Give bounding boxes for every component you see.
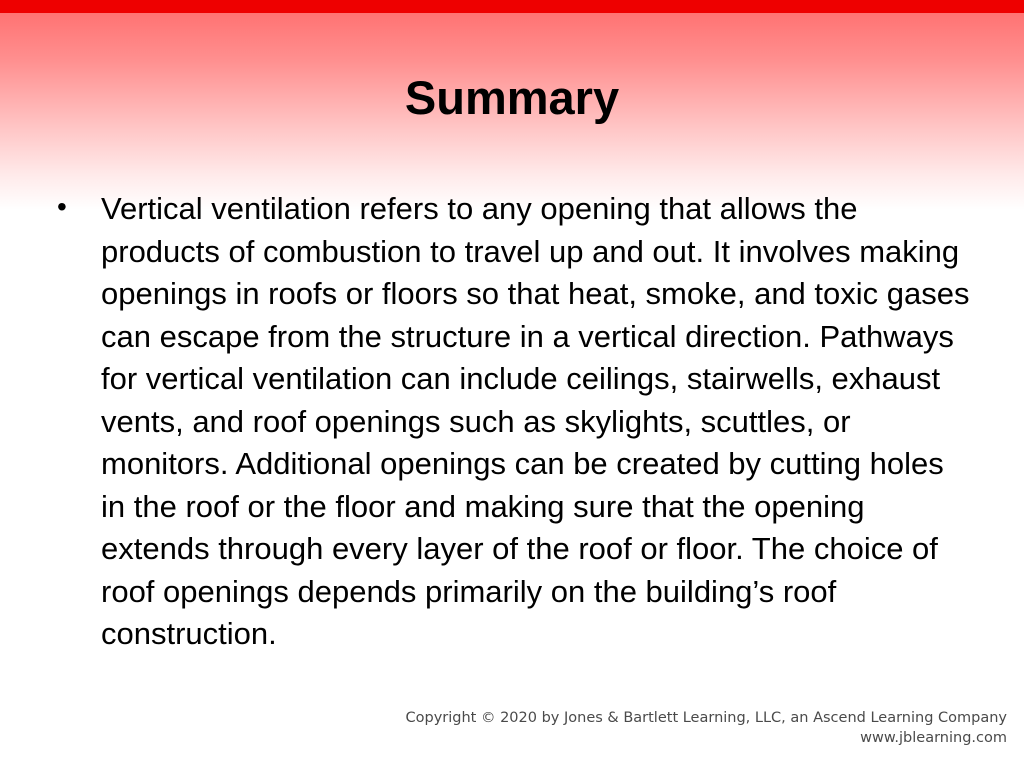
bullet-item — [55, 188, 975, 656]
bullet-marker: • — [57, 191, 67, 222]
copyright-notice: Copyright © 2020 by Jones & Bartlett Learning, LLC, an Ascend Learning Company — [405, 710, 1007, 726]
top-accent-bar — [0, 0, 1024, 13]
slide-body — [55, 188, 975, 656]
slide-title: Summary — [404, 71, 620, 124]
website-link: www.jblearning.com — [860, 730, 1007, 746]
bullet-text: Vertical ventilation refers to any opening that allows the products of combustion to travel up and out. It involves making openings in roofs or floors so that heat, smoke, and toxic gases can escape from the structure in a vertical direction. Pathways for vertical ventilation can include ceilings, stairwells, exhaust vents, and roof openings such as skylights, scuttles, or monitors. Additional openings can be created by cutting holes in the roof or the floor and making sure that the opening extends through every layer of the roof or floor. The choice of roof openings depends primarily on the building’s roof construction. — [101, 191, 970, 651]
footer — [406, 708, 1007, 748]
